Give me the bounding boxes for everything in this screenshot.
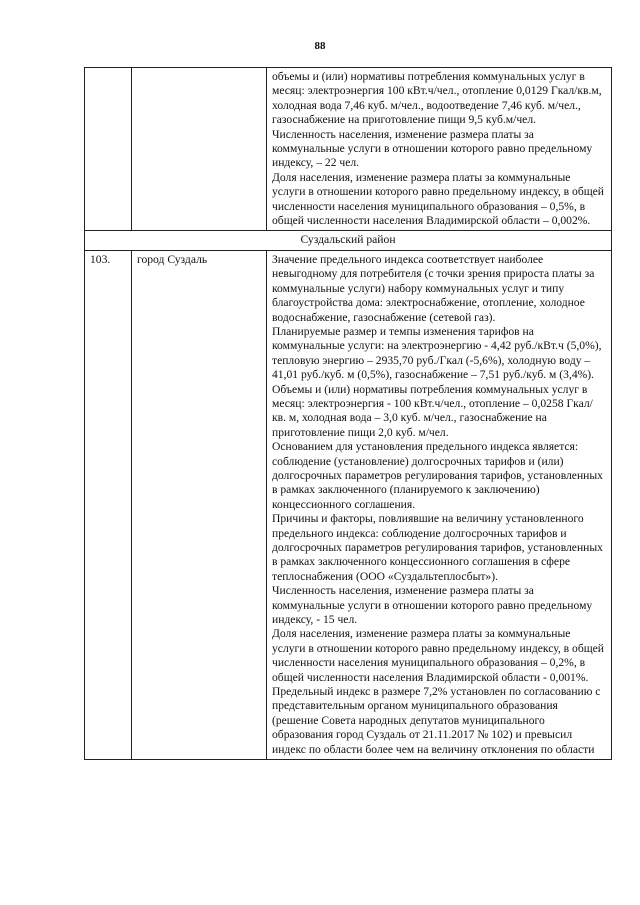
paragraph: Планируемые размер и темпы изменения тарифов на коммунальные услуги: на электроэнергию - 4,42 руб./кВт.ч (5,0%), тепловую энергию – 2935,70 руб./Гкал (-5,6%), холодную воду – 41,01 руб./куб. м (0,5%), газоснабжение – 7,51 руб./куб. м (3,4%). xyxy=(272,324,602,382)
municipality-cell: город Суздаль xyxy=(132,250,267,759)
paragraph: Доля населения, изменение размера платы за коммунальные услуги в отношении которого равно предельному индексу, в общей численности населения муниципального образования – 0,2%, в общей численности населения Владимирской области - 0,001%. xyxy=(272,627,605,684)
row-number-cell xyxy=(85,68,132,231)
table-row-continued xyxy=(85,68,612,231)
paragraph: Значение предельного индекса соответствует наиболее невыгодному для потребителя (с точки зрения прироста платы за коммунальные услуги) набору коммунальных услуг и типу благоустройства дома: электроснабжение, отопление, холодное водоснабжение, газоснабжение (сетевой газ). xyxy=(272,252,595,324)
paragraph: Доля населения, изменение размера платы за коммунальные услуги в отношении которого равно предельному индексу, в общей численности населения муниципального образования – 0,5%, в общей численности населения Владимирской области – 0,002%. xyxy=(272,170,605,228)
district-header: Суздальский район xyxy=(85,231,612,250)
paragraph: Объемы и (или) нормативы потребления коммунальных услуг в месяц: электроэнергия - 100 кВт.ч/чел., отопление – 0,0258 Гкал/кв. м, холодная вода – 3,0 куб. м/чел., газоснабжение на приготовление пищи 2,0 куб. м/чел. xyxy=(272,382,593,439)
paragraph: Основанием для установления предельного индекса является: соблюдение (установление) долгосрочных тарифов и (или) долгосрочных параметров регулирования тарифов, установленных в рамках заключенного (планируемого к заключению) концессионного соглашения. xyxy=(272,440,603,511)
description-cell xyxy=(267,250,612,759)
description-cell xyxy=(267,68,612,231)
district-header-row xyxy=(85,231,612,250)
paragraph: Предельный индекс в размере 7,2% установлен по согласованию с представительным органом муниципального образования (решение Совета народных депутатов муниципального образования город Суздаль от 21.11.2017 № 102) и превысил индекс по области более чем на величину отклонения по области xyxy=(272,685,601,756)
tariff-table xyxy=(84,67,612,760)
paragraph: Причины и факторы, повлиявшие на величину установленного предельного индекса: соблюдение долгосрочных тарифов и долгосрочных параметров регулирования тарифов, установленных в рамках заключенного концессионного соглашения в сфере теплоснабжения (ООО «Суздальтеплосбыт»). xyxy=(272,512,603,583)
paragraph: Численность населения, изменение размера платы за коммунальные услуги в отношении которого равно предельному индексу, – 22 чел. xyxy=(272,127,593,170)
page-number: 88 xyxy=(314,40,326,52)
paragraph: объемы и (или) нормативы потребления коммунальных услуг в месяц: электроэнергия 100 кВт.ч/чел., отопление 0,0129 Гкал/кв.м, холодная вода 7,46 куб. м/чел., водоотведение 7,46 куб. м/чел., газоснабжение на приготовление пищи 9,5 куб.м/чел. xyxy=(272,70,602,127)
row-number-cell: 103. xyxy=(85,250,132,759)
paragraph: Численность населения, изменение размера платы за коммунальные услуги в отношении которого равно предельному индексу, - 15 чел. xyxy=(272,584,593,627)
table-row xyxy=(85,250,612,759)
municipality-cell xyxy=(132,68,267,231)
